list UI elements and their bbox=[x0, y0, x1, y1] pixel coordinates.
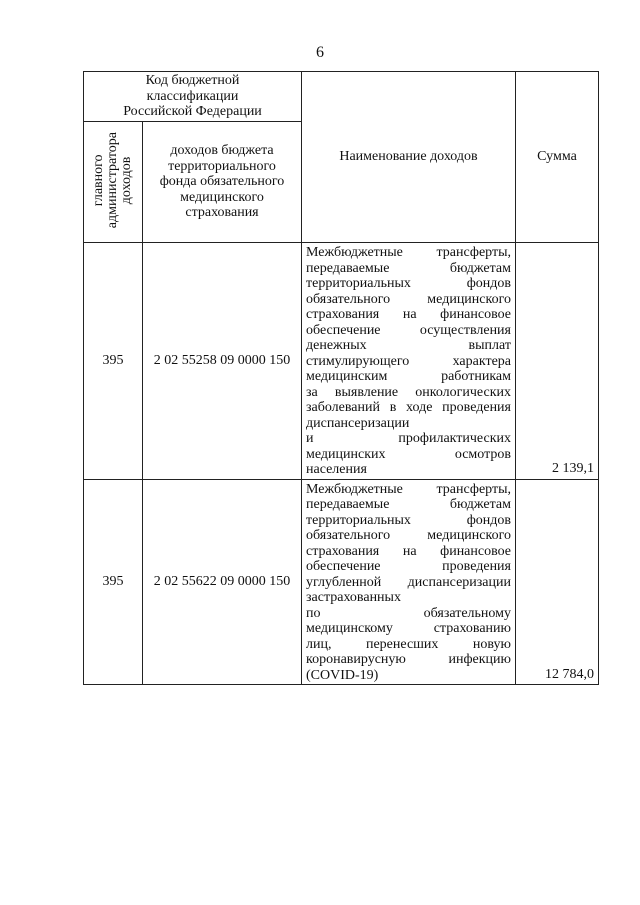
name-line: страхования на финансовое bbox=[306, 307, 511, 322]
header-revenue-code bbox=[143, 122, 302, 243]
name-line: коронавирусную инфекцию bbox=[306, 652, 511, 667]
name-line: застрахованных bbox=[306, 590, 401, 605]
budget-table bbox=[83, 71, 599, 685]
header-code-line: территориального bbox=[168, 158, 276, 174]
revenue-name-cell bbox=[302, 479, 516, 685]
header-group-line: Код бюджетной bbox=[145, 73, 240, 89]
header-revenue-name: Наименование доходов bbox=[302, 72, 516, 243]
revenue-code-cell: 2 02 55258 09 0000 150 bbox=[143, 243, 302, 480]
name-line: Межбюджетные трансферты, bbox=[306, 481, 511, 497]
admin-code-cell: 395 bbox=[84, 479, 143, 685]
name-line: территориальных фондов bbox=[306, 276, 511, 291]
revenue-code-cell: 2 02 55622 09 0000 150 bbox=[143, 479, 302, 685]
name-line: медицинских осмотров bbox=[306, 446, 511, 462]
header-row-group bbox=[84, 72, 599, 122]
name-line: передаваемые бюджетам bbox=[306, 260, 511, 276]
header-group-line: Российской Федерации bbox=[123, 104, 262, 120]
name-line: Межбюджетные трансферты, bbox=[306, 245, 511, 260]
sum-cell: 12 784,0 bbox=[516, 479, 599, 685]
name-line: стимулирующего характера bbox=[306, 353, 511, 369]
name-line: обеспечение проведения bbox=[306, 559, 511, 574]
name-line: углубленной диспансеризации bbox=[306, 574, 511, 590]
admin-code-cell: 395 bbox=[84, 243, 143, 480]
name-line: населения bbox=[306, 462, 367, 477]
table-row bbox=[84, 479, 599, 685]
name-line: за выявление онкологических bbox=[306, 384, 511, 400]
name-line: диспансеризации bbox=[306, 415, 410, 431]
header-code-line: доходов бюджета bbox=[170, 143, 274, 159]
table-row bbox=[84, 243, 599, 480]
name-line: медицинским работникам bbox=[306, 369, 511, 384]
header-code-line: страхования bbox=[185, 205, 259, 221]
header-sum: Сумма bbox=[516, 72, 599, 243]
name-line: медицинскому страхованию bbox=[306, 621, 511, 636]
sum-cell: 2 139,1 bbox=[516, 243, 599, 480]
name-line: передаваемые бюджетам bbox=[306, 497, 511, 512]
revenue-name-cell bbox=[302, 243, 516, 480]
name-line: обязательного медицинского bbox=[306, 528, 511, 543]
header-code-line: медицинского bbox=[180, 189, 264, 205]
header-admin-line: доходов bbox=[119, 155, 134, 204]
page-number: 6 bbox=[316, 44, 324, 61]
name-line: (COVID-19) bbox=[306, 667, 379, 683]
name-line: и профилактических bbox=[306, 431, 511, 446]
name-line: территориальных фондов bbox=[306, 512, 511, 528]
header-group-line: классификации bbox=[146, 88, 239, 104]
name-line: заболеваний в ходе проведения bbox=[306, 400, 511, 415]
name-line: страхования на финансовое bbox=[306, 543, 511, 559]
header-admin-code bbox=[84, 122, 143, 243]
name-line: денежных выплат bbox=[306, 338, 511, 353]
header-admin-line: главного bbox=[91, 153, 106, 206]
header-budget-classification bbox=[84, 72, 302, 122]
header-code-line: фонда обязательного bbox=[159, 174, 285, 190]
name-line: лиц, перенесших новую bbox=[306, 636, 511, 652]
name-line: по обязательному bbox=[306, 605, 511, 621]
header-admin-line: администратора bbox=[105, 131, 120, 228]
name-line: обеспечение осуществления bbox=[306, 322, 511, 338]
name-line: обязательного медицинского bbox=[306, 291, 511, 307]
